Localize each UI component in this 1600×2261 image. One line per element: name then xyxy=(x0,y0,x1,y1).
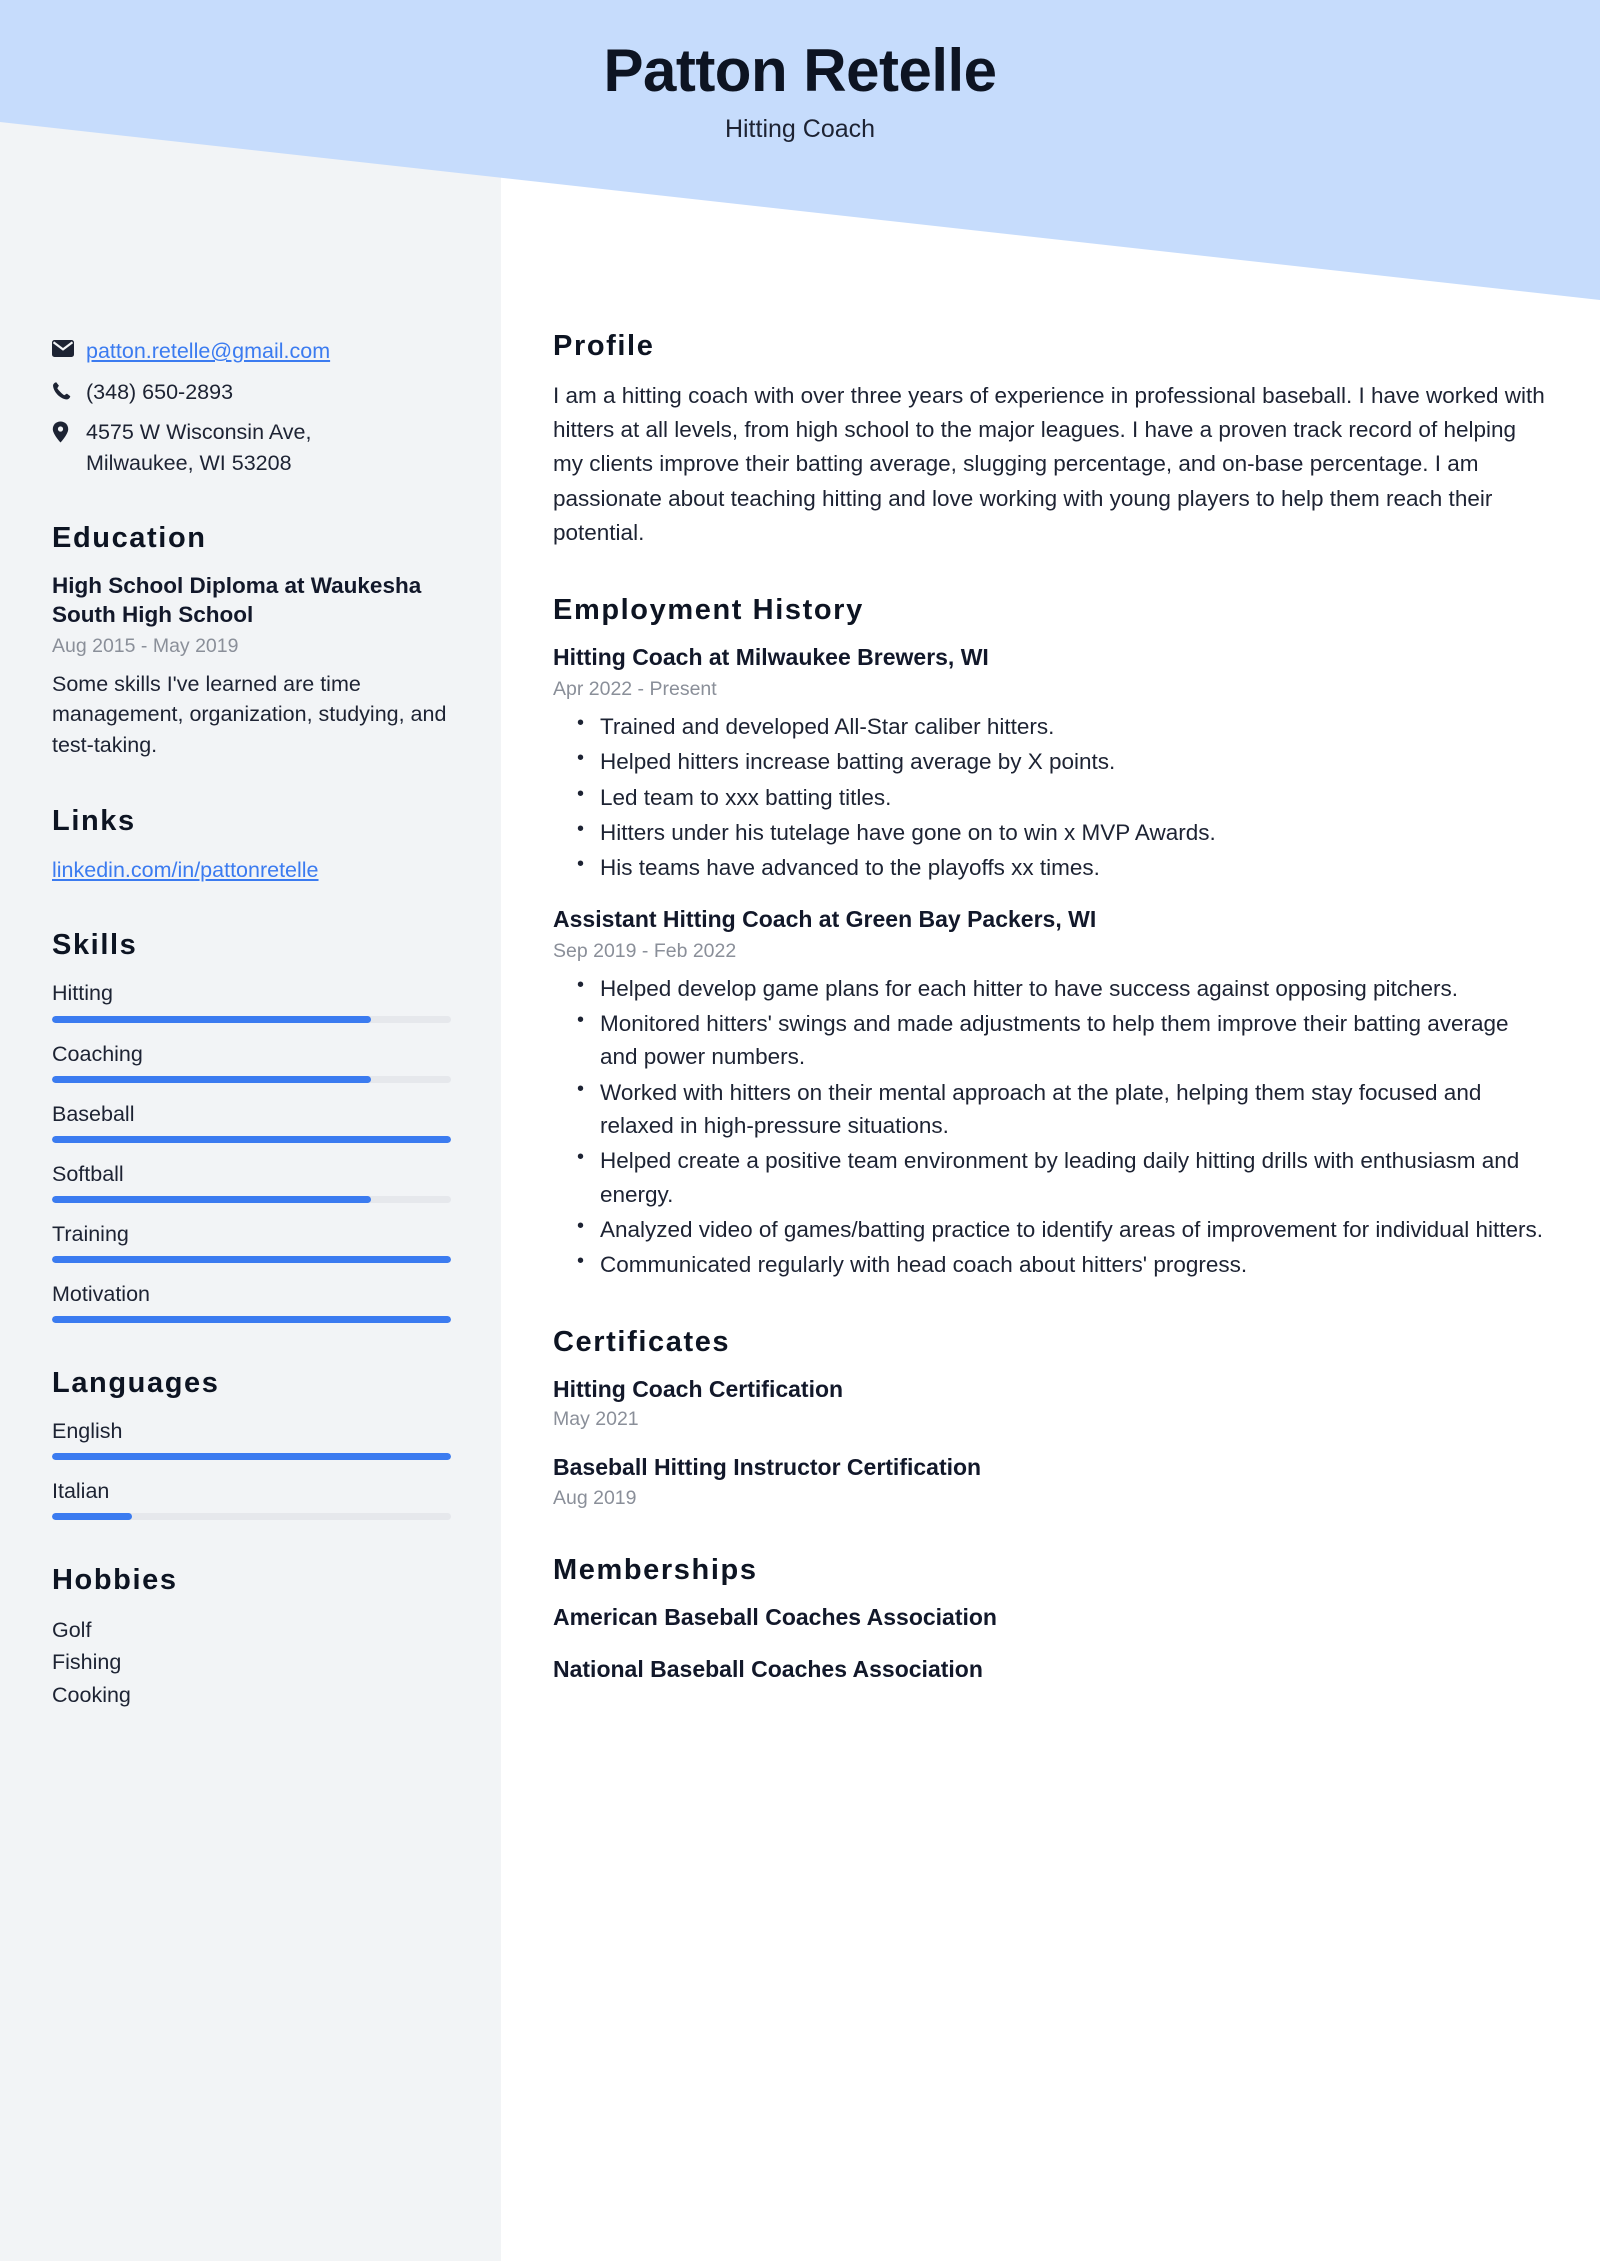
location-pin-icon xyxy=(52,417,86,443)
certificates-heading: Certificates xyxy=(553,1325,731,1358)
language-level-fill xyxy=(52,1453,451,1460)
languages-heading: Languages xyxy=(52,1366,220,1399)
job-entry xyxy=(553,905,1552,1282)
hobbies-heading: Hobbies xyxy=(52,1563,178,1596)
list-item: • Led team to xxx batting titles. xyxy=(600,781,1552,814)
job-heading: Hitting Coach at Milwaukee Brewers, WI xyxy=(553,643,989,670)
memberships-section xyxy=(553,1554,1552,1685)
contact-address-line1: 4575 W Wisconsin Ave, xyxy=(86,420,312,445)
page-title: Patton Retelle xyxy=(603,37,997,104)
language-item xyxy=(52,1477,451,1520)
skill-item xyxy=(52,1100,451,1143)
skill-label: Baseball xyxy=(52,1101,135,1126)
memberships-heading: Memberships xyxy=(553,1554,758,1587)
certificate-item xyxy=(553,1375,1552,1432)
certificate-name: Baseball Hitting Instructor Certification xyxy=(553,1454,982,1481)
skill-item xyxy=(52,979,451,1022)
language-label: English xyxy=(52,1418,123,1443)
job-date: Sep 2019 - Feb 2022 xyxy=(553,939,737,962)
profile-section xyxy=(553,330,1552,550)
skills-list xyxy=(52,979,451,1322)
list-item: • Helped hitters increase batting average by X points. xyxy=(600,745,1552,778)
skill-label: Softball xyxy=(52,1161,124,1186)
education-section xyxy=(52,522,451,761)
employment-section xyxy=(553,594,1552,1282)
job-entry xyxy=(553,643,1552,885)
contact-block xyxy=(52,336,451,478)
list-item: • Helped create a positive team environment by leading daily hitting drills with enthusiasm and energy. xyxy=(600,1144,1552,1211)
certificate-item xyxy=(553,1453,1552,1510)
contact-address-row xyxy=(52,417,451,478)
skill-item xyxy=(52,1160,451,1203)
education-degree: High School Diploma at Waukesha South High School xyxy=(52,573,422,627)
memberships-list xyxy=(553,1603,1552,1685)
hobbies-list xyxy=(52,1614,451,1712)
list-item: • Hitters under his tutelage have gone on to win x MVP Awards. xyxy=(600,816,1552,849)
profile-text: I am a hitting coach with over three years of experience in professional baseball. I have worked with hitters at all levels, from high school to the major leagues. I have a proven track record of helping my clients improve their batting average, slugging percentage, and on-base percentage. I am passionate about teaching hitting and love working with young players to help them reach their potential. xyxy=(553,383,1545,545)
skill-level-track xyxy=(52,1136,451,1143)
employment-heading: Employment History xyxy=(553,593,864,626)
skill-level-fill xyxy=(52,1016,371,1023)
job-heading: Assistant Hitting Coach at Green Bay Packers, WI xyxy=(553,905,1097,932)
phone-icon xyxy=(52,377,86,401)
list-item: • Analyzed video of games/batting practice to identify areas of improvement for individual hitters. xyxy=(600,1213,1552,1246)
language-level-fill xyxy=(52,1513,132,1520)
envelope-icon xyxy=(52,336,86,357)
skill-level-fill xyxy=(52,1316,451,1323)
hobby-item: Fishing xyxy=(52,1650,122,1675)
language-label: Italian xyxy=(52,1478,110,1503)
hobbies-section xyxy=(52,1564,451,1712)
list-item: • Communicated regularly with head coach about hitters' progress. xyxy=(600,1248,1552,1281)
skill-label: Coaching xyxy=(52,1041,143,1066)
languages-section xyxy=(52,1367,451,1520)
hobby-item: Golf xyxy=(52,1617,92,1642)
header-subtitle: Hitting Coach xyxy=(724,115,876,143)
skill-level-fill xyxy=(52,1076,371,1083)
contact-email-row[interactable] xyxy=(52,336,451,367)
education-date: Aug 2015 - May 2019 xyxy=(52,635,239,658)
skill-item xyxy=(52,1220,451,1263)
membership-item: National Baseball Coaches Association xyxy=(553,1656,983,1683)
certificates-section xyxy=(553,1326,1552,1511)
job-date: Apr 2022 - Present xyxy=(553,677,717,700)
skill-level-fill xyxy=(52,1256,451,1263)
language-item xyxy=(52,1417,451,1460)
certificates-list xyxy=(553,1375,1552,1511)
profile-heading: Profile xyxy=(553,330,655,362)
skill-level-fill xyxy=(52,1196,371,1203)
list-item: • Monitored hitters' swings and made adjustments to help them improve their batting average and power numbers. xyxy=(600,1007,1552,1074)
education-description: Some skills I've learned are time management, organization, studying, and test-taking. xyxy=(52,671,447,758)
language-level-track xyxy=(52,1453,451,1460)
skill-level-track xyxy=(52,1076,451,1083)
contact-phone-row xyxy=(52,377,451,408)
education-item xyxy=(52,572,451,761)
list-item: • Helped develop game plans for each hitter to have success against opposing pitchers. xyxy=(600,972,1552,1005)
jobs-list xyxy=(553,643,1552,1282)
skill-item xyxy=(52,1280,451,1323)
languages-list xyxy=(52,1417,451,1520)
skill-label: Hitting xyxy=(52,981,113,1006)
linkedin-link[interactable]: linkedin.com/in/pattonretelle xyxy=(52,858,319,883)
language-level-track xyxy=(52,1513,451,1520)
skill-level-track xyxy=(52,1196,451,1203)
skill-level-track xyxy=(52,1316,451,1323)
links-heading: Links xyxy=(52,805,136,838)
certificate-date: May 2021 xyxy=(553,1408,639,1431)
skill-label: Training xyxy=(52,1221,129,1246)
sidebar xyxy=(0,0,501,1712)
contact-address xyxy=(86,417,451,478)
job-bullets xyxy=(553,710,1552,884)
contact-email[interactable] xyxy=(86,336,451,367)
list-item[interactable] xyxy=(52,855,451,885)
contact-phone: (348) 650-2893 xyxy=(86,379,234,404)
contact-address-line2: Milwaukee, WI 53208 xyxy=(86,450,292,475)
list-item: • Trained and developed All-Star caliber hitters. xyxy=(600,710,1552,743)
list-item: • Worked with hitters on their mental approach at the plate, helping them stay focused and relaxed in high-pressure situations. xyxy=(600,1076,1552,1143)
membership-item: American Baseball Coaches Association xyxy=(553,1604,997,1631)
links-section xyxy=(52,805,451,885)
skill-level-track xyxy=(52,1256,451,1263)
skills-heading: Skills xyxy=(52,929,138,962)
certificate-name: Hitting Coach Certification xyxy=(553,1375,844,1402)
skills-section xyxy=(52,929,451,1322)
email-link[interactable]: patton.retelle@gmail.com xyxy=(86,339,331,363)
skill-level-fill xyxy=(52,1136,451,1143)
certificate-date: Aug 2019 xyxy=(553,1487,637,1510)
skill-level-track xyxy=(52,1016,451,1023)
list-item: • His teams have advanced to the playoffs xx times. xyxy=(600,851,1552,884)
skill-label: Motivation xyxy=(52,1281,150,1306)
main-content xyxy=(501,0,1600,1729)
hobby-item: Cooking xyxy=(52,1682,131,1707)
skill-item xyxy=(52,1040,451,1083)
education-heading: Education xyxy=(52,522,207,555)
job-bullets xyxy=(553,972,1552,1282)
